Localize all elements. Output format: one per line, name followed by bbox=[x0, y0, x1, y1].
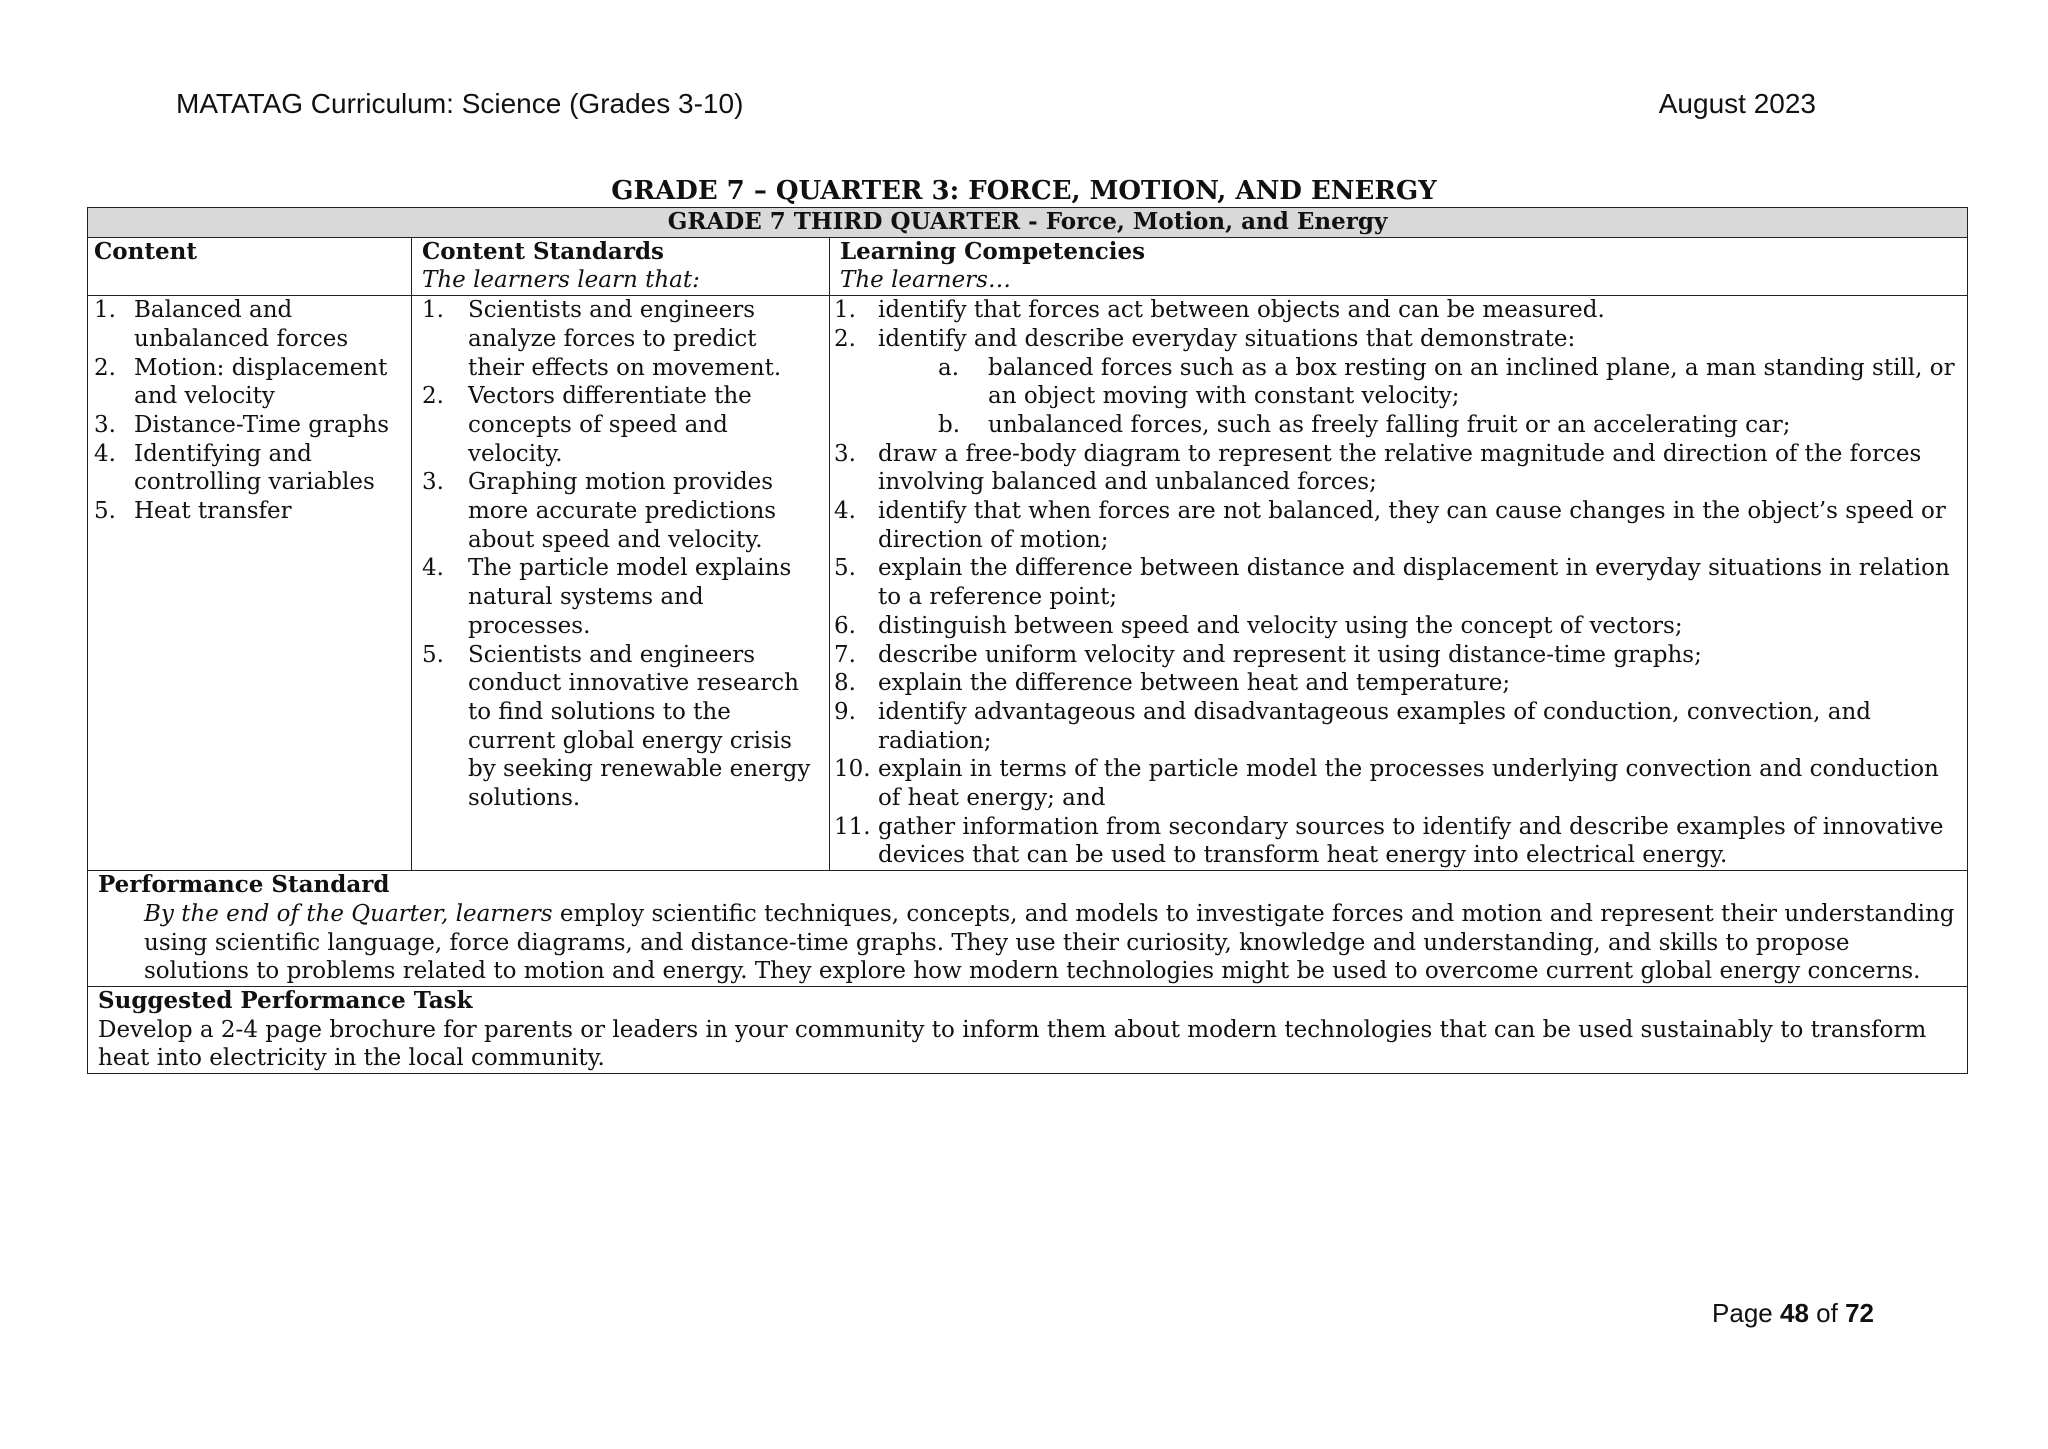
item-number: 10. bbox=[834, 756, 871, 783]
list-item bbox=[94, 497, 401, 526]
item-number: 9. bbox=[834, 698, 856, 725]
page-title: GRADE 7 – QUARTER 3: FORCE, MOTION, AND ENERGY bbox=[611, 176, 1437, 206]
item-number: 1. bbox=[834, 297, 856, 324]
quarter-heading-row bbox=[88, 208, 1968, 238]
item-number: 8. bbox=[834, 670, 856, 697]
competencies-list-continued bbox=[834, 440, 1957, 871]
document-header-title: MATATAG Curriculum: Science (Grades 3-10) bbox=[176, 88, 744, 119]
item-text: describe uniform velocity and represent it using distance-time graphs; bbox=[878, 641, 1702, 668]
performance-standard-heading: Performance Standard bbox=[98, 871, 390, 899]
item-number: 2. bbox=[834, 325, 856, 352]
document-header-date: August 2023 bbox=[1658, 88, 1816, 119]
item-text: identify that forces act between objects and can be measured. bbox=[878, 297, 1605, 324]
quarter-heading: GRADE 7 THIRD QUARTER - Force, Motion, and Energy bbox=[88, 208, 1968, 238]
list-item bbox=[834, 641, 1957, 670]
sub-item-letter: a. bbox=[938, 354, 960, 381]
standards-cell bbox=[412, 296, 830, 871]
list-item bbox=[834, 669, 1957, 698]
content-row bbox=[88, 296, 1968, 871]
total-pages: 72 bbox=[1845, 1298, 1874, 1328]
item-number: 11. bbox=[834, 813, 871, 840]
item-number: 3. bbox=[834, 440, 856, 467]
competencies-subheading: The learners… bbox=[840, 267, 1011, 294]
list-item bbox=[94, 440, 401, 497]
item-number: 5. bbox=[422, 641, 444, 668]
performance-standard-body: employ scientific techniques, concepts, and models to investigate forces and motion and represent their understanding using scientific language, force diagrams, and distance-time graphs. They use their curiosity, knowledge and understanding, and skills to propose solutions to problems related to motion and energy. They explore how modern technologies might be used to overcome current global energy concerns. bbox=[144, 900, 1955, 985]
item-text: gather information from secondary sources to identify and describe examples of innovative devices that can be used to transform heat energy into electrical energy. bbox=[878, 813, 1944, 869]
standards-column-header bbox=[412, 237, 830, 295]
list-item bbox=[94, 296, 401, 353]
sub-item-text: balanced forces such as a box resting on an inclined plane, a man standing still, or an object moving with constant velocity; bbox=[988, 354, 1955, 410]
item-number: 7. bbox=[834, 641, 856, 668]
list-item bbox=[416, 382, 819, 468]
list-item bbox=[416, 296, 819, 382]
of-label: of bbox=[1816, 1298, 1838, 1328]
standards-heading: Content Standards bbox=[422, 237, 664, 265]
item-text: explain in terms of the particle model the processes underlying convection and conduction of heat energy; and bbox=[878, 756, 1939, 812]
page-number: 48 bbox=[1780, 1298, 1809, 1328]
item-number: 3. bbox=[94, 411, 116, 438]
standards-list bbox=[416, 296, 819, 813]
list-item bbox=[834, 296, 1957, 325]
item-text: Graphing motion provides more accurate predictions about speed and velocity. bbox=[468, 469, 777, 553]
item-text: Scientists and engineers conduct innovative research to find solutions to the current global energy crisis by seeking renewable energy solutions. bbox=[468, 641, 811, 812]
item-text: Identifying and controlling variables bbox=[134, 440, 375, 496]
sub-item-letter: b. bbox=[938, 411, 961, 438]
item-text: Distance-Time graphs bbox=[134, 411, 390, 438]
item-number: 3. bbox=[422, 469, 444, 496]
competencies-heading: Learning Competencies bbox=[840, 237, 1146, 265]
list-item bbox=[94, 411, 401, 440]
column-header-row bbox=[88, 237, 1968, 295]
item-number: 5. bbox=[94, 498, 116, 525]
performance-standard-cell bbox=[88, 871, 1968, 987]
item-number: 1. bbox=[422, 297, 444, 324]
content-cell bbox=[88, 296, 412, 871]
performance-task-heading: Suggested Performance Task bbox=[98, 986, 473, 1014]
content-list bbox=[94, 296, 401, 526]
list-item bbox=[834, 612, 1957, 641]
content-heading: Content bbox=[94, 237, 197, 265]
performance-task-row bbox=[88, 986, 1968, 1073]
list-item bbox=[94, 354, 401, 411]
sub-item-text: unbalanced forces, such as freely falling fruit or an accelerating car; bbox=[988, 411, 1791, 438]
list-item bbox=[834, 497, 1957, 554]
item-number: 4. bbox=[422, 555, 444, 582]
item-text: identify and describe everyday situations that demonstrate: bbox=[878, 325, 1576, 352]
item-text: identify advantageous and disadvantageous examples of conduction, convection, and radiation; bbox=[878, 698, 1871, 754]
curriculum-table bbox=[87, 207, 1968, 1074]
item-text: Motion: displacement and velocity bbox=[134, 354, 388, 410]
item-text: Vectors differentiate the concepts of speed and velocity. bbox=[468, 383, 752, 467]
performance-task-cell bbox=[88, 986, 1968, 1073]
list-item bbox=[834, 440, 1957, 497]
standards-subheading: The learners learn that: bbox=[422, 267, 700, 294]
item-number: 6. bbox=[834, 612, 856, 639]
item-number: 2. bbox=[422, 383, 444, 410]
list-item bbox=[416, 641, 819, 813]
item-text: explain the difference between heat and temperature; bbox=[878, 670, 1511, 697]
competencies-cell bbox=[830, 296, 1968, 871]
sub-list-item bbox=[938, 411, 1957, 440]
page-footer bbox=[1712, 1298, 1874, 1329]
item-number: 2. bbox=[94, 354, 116, 381]
performance-standard-row bbox=[88, 871, 1968, 987]
content-column-header bbox=[88, 237, 412, 295]
list-item bbox=[834, 325, 1957, 354]
list-item bbox=[416, 554, 819, 640]
item-text: identify that when forces are not balanced, they can cause changes in the object’s speed or direction of motion; bbox=[878, 498, 1946, 553]
item-number: 1. bbox=[94, 297, 116, 324]
page-label: Page bbox=[1712, 1298, 1773, 1328]
item-text: The particle model explains natural systems and processes. bbox=[468, 555, 792, 639]
list-item bbox=[834, 755, 1957, 812]
list-item bbox=[834, 554, 1957, 611]
item-text: explain the difference between distance and displacement in everyday situations in relation to a reference point; bbox=[878, 555, 1950, 611]
item-number: 5. bbox=[834, 555, 856, 582]
list-item bbox=[416, 468, 819, 554]
item-text: Heat transfer bbox=[134, 498, 292, 525]
competencies-column-header bbox=[830, 237, 1968, 295]
sub-list-item bbox=[938, 354, 1957, 411]
performance-standard-text bbox=[98, 900, 1957, 986]
item-text: Scientists and engineers analyze forces to predict their effects on movement. bbox=[468, 297, 782, 381]
item-text: distinguish between speed and velocity using the concept of vectors; bbox=[878, 612, 1683, 639]
item-text: draw a free-body diagram to represent the relative magnitude and direction of the forces involving balanced and unbalanced forces; bbox=[878, 440, 1922, 496]
competency-2-sublist bbox=[834, 354, 1957, 440]
list-item bbox=[834, 813, 1957, 870]
item-number: 4. bbox=[834, 498, 856, 525]
performance-standard-lead: By the end of the Quarter, learners bbox=[144, 900, 553, 927]
item-text: Balanced and unbalanced forces bbox=[134, 297, 349, 352]
performance-task-text: Develop a 2-4 page brochure for parents or leaders in your community to inform them about modern technologies that can be used sustainably to transform heat into electricity in the local community. bbox=[98, 1016, 1927, 1072]
item-number: 4. bbox=[94, 440, 116, 467]
list-item bbox=[834, 698, 1957, 755]
competencies-list bbox=[834, 296, 1957, 353]
